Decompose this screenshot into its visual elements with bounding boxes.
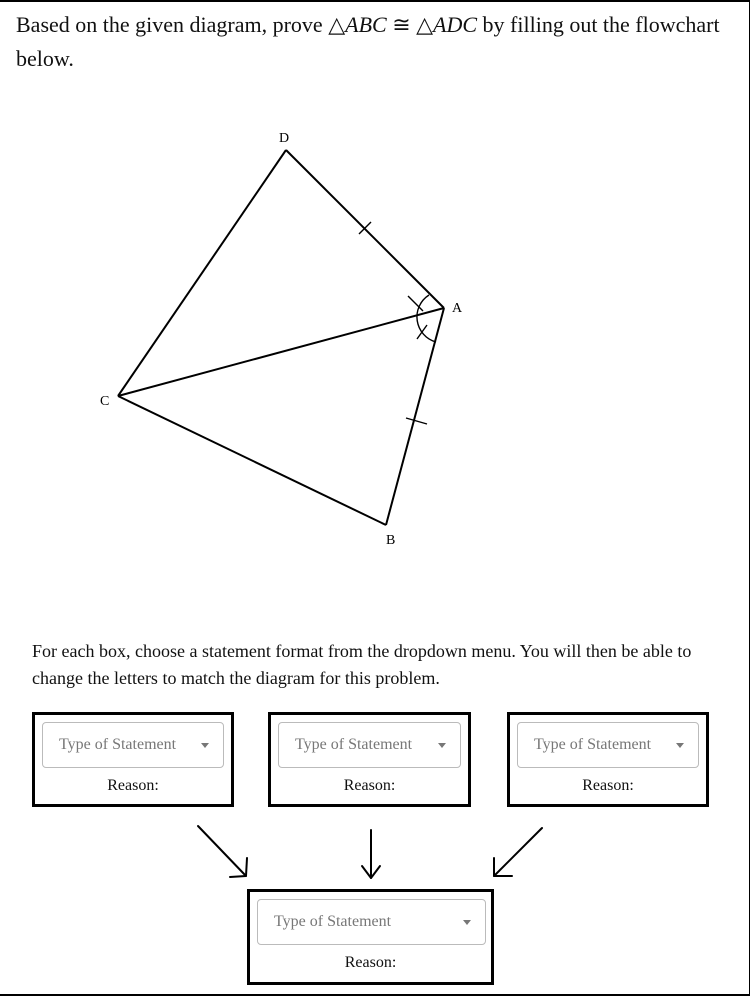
segment-ca <box>118 308 444 396</box>
chevron-down-icon <box>438 743 446 748</box>
triangle-symbol-1: △ <box>328 12 346 37</box>
flowchart-box-1 <box>32 712 234 807</box>
problem-text-before: Based on the given diagram, prove <box>16 12 329 37</box>
statement-type-dropdown-3[interactable] <box>517 722 699 768</box>
segment-cb <box>118 396 386 525</box>
problem-statement <box>16 8 731 76</box>
tick-mark-ab <box>406 418 427 424</box>
congruent-symbol: ≅ <box>392 12 411 37</box>
reason-label-2: Reason: <box>343 777 396 794</box>
triangle-adc: ADC <box>433 12 478 37</box>
arrow-right-icon <box>494 828 542 876</box>
instructions-text: For each box, choose a statement format from the dropdown menu. You will then be able to change the letters to match the diagram for this problem. <box>32 641 692 688</box>
problem-text-after: by filling out the flowchart below. <box>16 12 720 71</box>
statement-type-dropdown-conclusion[interactable] <box>257 899 486 945</box>
flowchart-box-3 <box>507 712 709 807</box>
statement-type-dropdown-1[interactable] <box>42 722 224 768</box>
statement-type-dropdown-2[interactable] <box>278 722 461 768</box>
geometry-diagram <box>0 110 750 570</box>
triangle-abc: ABC <box>345 12 387 37</box>
reason-label-3: Reason: <box>582 777 634 794</box>
reason-label-1: Reason: <box>107 777 159 794</box>
segment-dc <box>118 150 286 396</box>
reason-label-conclusion: Reason: <box>344 954 397 971</box>
statement-type-placeholder-conclusion: Type of Statement <box>274 913 392 930</box>
flowchart-conclusion-box <box>247 889 494 985</box>
statement-type-placeholder-3: Type of Statement <box>534 736 652 753</box>
chevron-down-icon <box>201 743 209 748</box>
chevron-down-icon <box>463 920 471 925</box>
label-a: A <box>452 301 463 316</box>
label-b: B <box>386 533 396 548</box>
arrow-down-icon <box>362 830 380 878</box>
flowchart-box-2 <box>268 712 471 807</box>
triangle-symbol-2: △ <box>416 12 434 37</box>
segment-da <box>286 150 444 308</box>
top-border <box>0 0 750 2</box>
label-c: C <box>100 394 110 409</box>
statement-type-placeholder-1: Type of Statement <box>59 736 177 753</box>
label-d: D <box>279 131 290 146</box>
chevron-down-icon <box>676 743 684 748</box>
flowchart-arrows <box>0 820 750 890</box>
statement-type-placeholder-2: Type of Statement <box>295 736 413 753</box>
segment-ab <box>386 308 444 525</box>
arrow-left-icon <box>198 826 247 877</box>
